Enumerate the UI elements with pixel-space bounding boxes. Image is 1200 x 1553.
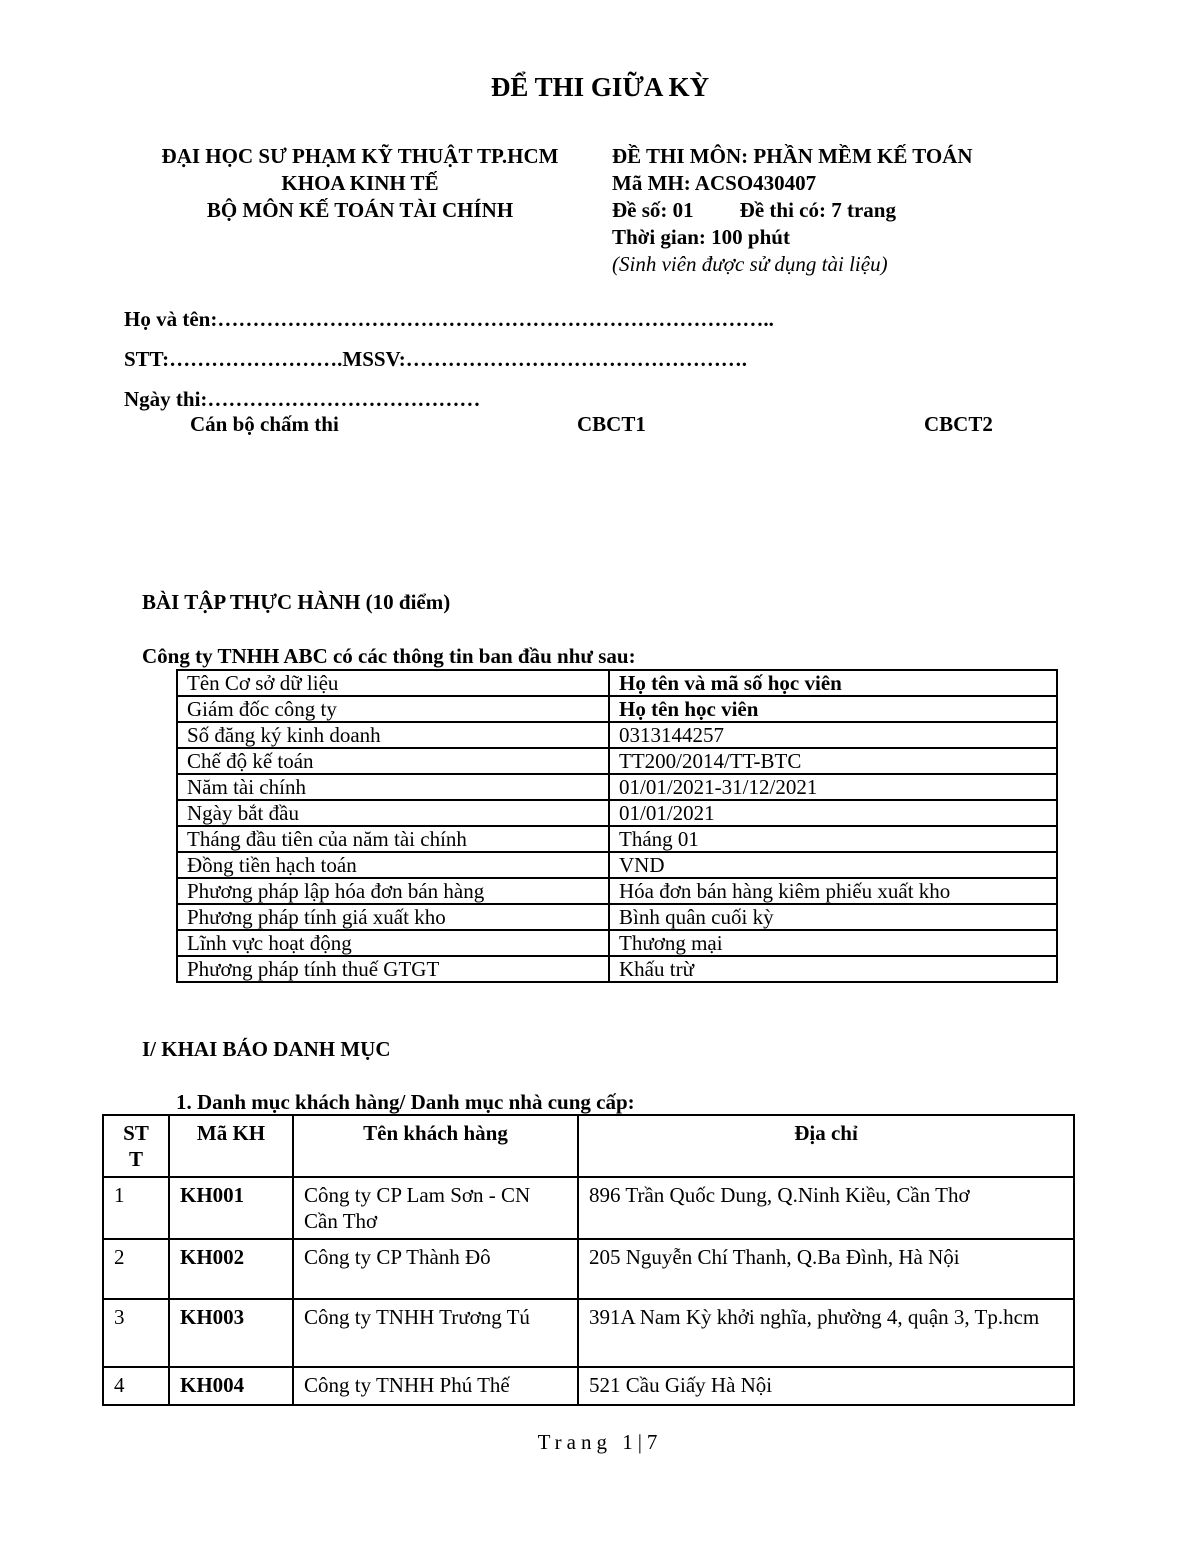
customer-address: 391A Nam Kỳ khởi nghĩa, phường 4, quận 3, Tp.hcm xyxy=(578,1299,1074,1367)
company-info-value: Họ tên học viên xyxy=(609,696,1057,722)
student-name-field[interactable]: Họ và tên:…………………………………………………………………….. xyxy=(124,307,774,331)
customer-name: Công ty CP Lam Sơn - CN Cần Thơ xyxy=(293,1177,578,1239)
company-info-label: Phương pháp tính giá xuất kho xyxy=(177,904,609,930)
company-info-label: Năm tài chính xyxy=(177,774,609,800)
customer-code: KH001 xyxy=(169,1177,293,1239)
exam-number-row xyxy=(612,197,1172,224)
header-customer-name: Tên khách hàng xyxy=(293,1115,578,1177)
company-info-label: Phương pháp lập hóa đơn bán hàng xyxy=(177,878,609,904)
customer-code: KH003 xyxy=(169,1299,293,1367)
company-intro: Công ty TNHH ABC có các thông tin ban đầu như sau: xyxy=(142,644,636,668)
customer-name: Công ty TNHH Phú Thế xyxy=(293,1367,578,1405)
customer-stt: 4 xyxy=(103,1367,169,1405)
company-info-value: 01/01/2021-31/12/2021 xyxy=(609,774,1057,800)
company-info-row xyxy=(177,722,1057,748)
cbct2-signature-label: CBCT2 xyxy=(924,412,993,436)
company-info-row xyxy=(177,826,1057,852)
stt-mssv-field[interactable]: STT:…………………….MSSV:…………………………………………. xyxy=(124,347,748,371)
customer-name: Công ty CP Thành Đô xyxy=(293,1239,578,1299)
exam-subject: ĐỀ THI MÔN: PHẦN MỀM KẾ TOÁN xyxy=(612,144,973,168)
customer-address: 521 Cầu Giấy Hà Nội xyxy=(578,1367,1074,1405)
page-count: Đề thi có: 7 trang xyxy=(739,198,896,222)
company-info-label: Tên Cơ sở dữ liệu xyxy=(177,670,609,696)
company-info-row xyxy=(177,852,1057,878)
materials-note: (Sinh viên được sử dụng tài liệu) xyxy=(612,252,888,276)
customer-code: KH002 xyxy=(169,1239,293,1299)
company-info-table xyxy=(176,669,1058,983)
company-info-label: Lĩnh vực hoạt động xyxy=(177,930,609,956)
company-info-label: Số đăng ký kinh doanh xyxy=(177,722,609,748)
table-row xyxy=(103,1367,1074,1405)
customer-stt: 1 xyxy=(103,1177,169,1239)
company-info-value: Họ tên và mã số học viên xyxy=(609,670,1057,696)
company-info-value: VND xyxy=(609,852,1057,878)
company-info-label: Ngày bắt đầu xyxy=(177,800,609,826)
company-info-value: Hóa đơn bán hàng kiêm phiếu xuất kho xyxy=(609,878,1057,904)
section-title-catalog: I/ KHAI BÁO DANH MỤC xyxy=(142,1037,391,1061)
university-name: ĐẠI HỌC SƯ PHẠM KỸ THUẬT TP.HCM xyxy=(161,144,559,168)
exam-duration: Thời gian: 100 phút xyxy=(612,225,790,249)
table-row xyxy=(103,1299,1074,1367)
company-info-label: Phương pháp tính thuế GTGT xyxy=(177,956,609,982)
company-info-row xyxy=(177,670,1057,696)
customer-address: 205 Nguyễn Chí Thanh, Q.Ba Đình, Hà Nội xyxy=(578,1239,1074,1299)
customer-stt: 3 xyxy=(103,1299,169,1367)
header-customer-code: Mã KH xyxy=(169,1115,293,1177)
exercise-title: BÀI TẬP THỰC HÀNH (10 điểm) xyxy=(142,590,451,614)
faculty-name: KHOA KINH TẾ xyxy=(281,171,439,195)
department-name: BỘ MÔN KẾ TOÁN TÀI CHÍNH xyxy=(206,198,514,222)
company-info-value: 01/01/2021 xyxy=(609,800,1057,826)
course-code: Mã MH: ACSO430407 xyxy=(612,171,817,195)
company-info-row xyxy=(177,748,1057,774)
institution-header xyxy=(110,143,610,224)
company-info-label: Đồng tiền hạch toán xyxy=(177,852,609,878)
header-stt: ST T xyxy=(103,1115,169,1177)
company-info-row xyxy=(177,904,1057,930)
company-info-value: TT200/2014/TT-BTC xyxy=(609,748,1057,774)
customer-table xyxy=(102,1114,1075,1406)
customer-stt: 2 xyxy=(103,1239,169,1299)
company-info-row xyxy=(177,696,1057,722)
company-info-row xyxy=(177,800,1057,826)
grader-signature-label: Cán bộ chấm thi xyxy=(190,412,339,436)
customer-code: KH004 xyxy=(169,1367,293,1405)
company-info-value: Khấu trừ xyxy=(609,956,1057,982)
cbct1-signature-label: CBCT1 xyxy=(577,412,646,436)
company-info-value: 0313144257 xyxy=(609,722,1057,748)
company-info-label: Tháng đầu tiên của năm tài chính xyxy=(177,826,609,852)
exam-number: Đề số: 01 xyxy=(612,198,694,222)
exam-title: ĐỂ THI GIỮA KỲ xyxy=(490,72,710,102)
exam-info-header xyxy=(612,143,1172,278)
company-info-row xyxy=(177,930,1057,956)
exam-date-field[interactable]: Ngày thi:………………………………… xyxy=(124,387,481,411)
header-address: Địa chỉ xyxy=(578,1115,1074,1177)
table-row xyxy=(103,1239,1074,1299)
company-info-row xyxy=(177,956,1057,982)
company-info-value: Tháng 01 xyxy=(609,826,1057,852)
table-row xyxy=(103,1177,1074,1239)
company-info-label: Chế độ kế toán xyxy=(177,748,609,774)
company-info-value: Thương mại xyxy=(609,930,1057,956)
subsection-title-customers: 1. Danh mục khách hàng/ Danh mục nhà cung cấp: xyxy=(176,1090,635,1114)
company-info-row xyxy=(177,774,1057,800)
page-footer: Trang 1|7 xyxy=(537,1430,663,1454)
company-info-row xyxy=(177,878,1057,904)
customer-table-header xyxy=(103,1115,1074,1177)
company-info-value: Bình quân cuối kỳ xyxy=(609,904,1057,930)
customer-address: 896 Trần Quốc Dung, Q.Ninh Kiều, Cần Thơ xyxy=(578,1177,1074,1239)
company-info-label: Giám đốc công ty xyxy=(177,696,609,722)
customer-name: Công ty TNHH Trương Tú xyxy=(293,1299,578,1367)
